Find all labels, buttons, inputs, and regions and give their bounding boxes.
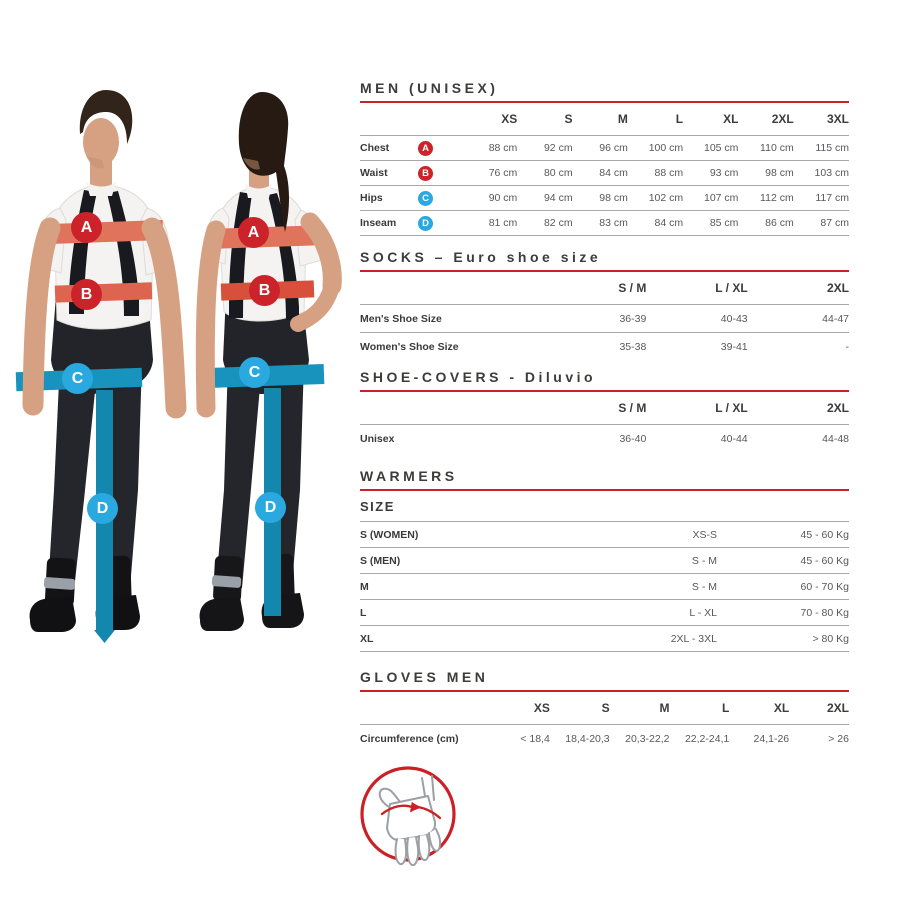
cell-value: 85 cm: [709, 217, 739, 229]
column-header: 2XL: [826, 281, 849, 295]
table-row: [360, 725, 849, 752]
cell-value: 98 cm: [599, 192, 628, 204]
cell-value: 107 cm: [703, 192, 739, 204]
row-label: Chest: [360, 142, 390, 154]
section-title: SOCKS – Euro shoe size: [360, 249, 602, 265]
row-label: Waist: [360, 167, 388, 179]
cell-value: S - M: [691, 580, 717, 593]
cell-value: 80 cm: [543, 167, 573, 179]
column-header: 2XL: [826, 701, 849, 715]
cell-value: 103 cm: [814, 167, 849, 179]
marker-letter: C: [248, 363, 261, 381]
cell-value: 24,1-26: [753, 732, 790, 745]
woman-chest-marker-badge: [238, 217, 269, 248]
row-label: Women's Shoe Size: [360, 340, 459, 353]
section-title: MEN (UNISEX): [360, 80, 499, 96]
cell-value: 88 cm: [488, 142, 518, 154]
cell-value: < 18,4: [520, 732, 550, 745]
cell-value: 94 cm: [543, 192, 573, 204]
cell-value: 90 cm: [488, 192, 518, 204]
cell-value: 93 cm: [709, 167, 739, 179]
woman-hips-marker-badge: [239, 357, 270, 388]
men-unisex-section: [360, 80, 849, 236]
warmers-section: [360, 468, 849, 652]
table-row: [360, 211, 849, 236]
man-inseam-marker-badge: [87, 493, 118, 524]
models-illustration: [0, 60, 345, 660]
section-title: GLOVES MEN: [360, 669, 489, 685]
row-label: Inseam: [360, 217, 397, 229]
row-label: M: [360, 580, 369, 593]
cell-value: > 80 Kg: [812, 632, 849, 645]
cell-value: 22,2-24,1: [684, 732, 730, 745]
cell-value: 45 - 60 Kg: [800, 554, 849, 567]
table-header-row: [360, 392, 849, 425]
table-row: [360, 186, 849, 211]
cell-value: 100 cm: [648, 142, 684, 154]
cell-value: 105 cm: [703, 142, 739, 154]
table-row: [360, 574, 849, 600]
table-row: [360, 548, 849, 574]
cell-value: 81 cm: [488, 217, 518, 229]
cell-value: 88 cm: [654, 167, 684, 179]
waist-marker-badge: B: [418, 166, 433, 181]
table-header-row: [360, 272, 849, 305]
cell-value: 70 - 80 Kg: [800, 606, 849, 619]
cell-value: S - M: [691, 554, 717, 567]
gloves-section: [360, 669, 849, 752]
cell-value: > 26: [828, 732, 849, 745]
row-label: Unisex: [360, 432, 395, 445]
cell-value: 83 cm: [599, 217, 628, 229]
cell-value: 76 cm: [488, 167, 518, 179]
cell-value: 36-40: [619, 432, 647, 445]
cell-value: 40-44: [720, 432, 748, 445]
cell-value: 20,3-22,2: [625, 732, 670, 745]
row-label: Hips: [360, 192, 383, 204]
cell-value: 18,4-20,3: [565, 732, 610, 745]
shoe-covers-section: [360, 369, 849, 452]
marker-letter: B: [258, 281, 271, 299]
row-label: Circumference (cm): [360, 732, 459, 745]
cell-value: 112 cm: [760, 192, 794, 204]
table-row: [360, 161, 849, 186]
column-header: M: [617, 112, 628, 126]
cell-value: 35-38: [619, 340, 647, 353]
cell-value: 44-48: [822, 432, 849, 445]
table-row: [360, 136, 849, 161]
cell-value: 87 cm: [820, 217, 849, 229]
column-header: L: [675, 112, 684, 126]
ankle-cuff: [212, 575, 242, 588]
cell-value: 102 cm: [648, 192, 684, 204]
marker-letter: D: [264, 498, 277, 516]
column-header: S / M: [618, 401, 647, 415]
column-header: S: [601, 701, 610, 715]
table-row: [360, 626, 849, 652]
cell-value: 45 - 60 Kg: [800, 528, 849, 541]
marker-letter: D: [96, 499, 109, 517]
cell-value: 84 cm: [654, 217, 684, 229]
table-row: [360, 305, 849, 333]
size-subheading: SIZE: [360, 491, 849, 522]
cell-value: L - XL: [689, 606, 717, 619]
cell-value: -: [845, 340, 849, 353]
row-label: Men's Shoe Size: [360, 312, 442, 325]
table-header-row: [360, 692, 849, 725]
cell-value: 84 cm: [599, 167, 628, 179]
cell-value: 36-39: [619, 312, 647, 325]
column-header: 2XL: [826, 401, 849, 415]
cell-value: 44-47: [822, 312, 849, 325]
socks-section: [360, 249, 849, 360]
column-header: M: [659, 701, 670, 715]
cell-value: 98 cm: [765, 167, 794, 179]
marker-letter: A: [80, 218, 93, 236]
woman-inseam-marker-badge: [255, 492, 286, 523]
cell-value: 92 cm: [543, 142, 573, 154]
column-header: 3XL: [826, 112, 849, 126]
marker-letter: C: [71, 369, 84, 387]
table-row: [360, 522, 849, 548]
section-title: SHOE-COVERS - Diluvio: [360, 369, 597, 385]
cell-value: XS-S: [692, 528, 717, 541]
table-header-row: [360, 103, 849, 136]
row-label: S (WOMEN): [360, 528, 419, 541]
cell-value: 82 cm: [543, 217, 573, 229]
inseam-marker-badge: D: [418, 216, 433, 231]
section-title: WARMERS: [360, 468, 458, 484]
table-row: [360, 425, 849, 452]
man-hips-marker-badge: [62, 363, 93, 394]
column-header: XS: [501, 112, 518, 126]
table-row: [360, 333, 849, 360]
column-header: S / M: [618, 281, 647, 295]
chest-marker-badge: A: [418, 141, 433, 156]
man-waist-marker-badge: [71, 279, 102, 310]
hips-marker-badge: C: [418, 191, 433, 206]
column-header: S: [564, 112, 573, 126]
marker-letter: B: [80, 285, 93, 303]
cell-value: 117 cm: [815, 192, 849, 204]
marker-letter: A: [247, 223, 260, 241]
glove-circumference-icon: [352, 762, 464, 874]
cell-value: 110 cm: [760, 142, 794, 154]
cell-value: 96 cm: [599, 142, 628, 154]
cell-value: 2XL - 3XL: [670, 632, 717, 645]
row-label: XL: [360, 632, 374, 645]
waist-band: [55, 282, 153, 302]
cell-value: 86 cm: [765, 217, 794, 229]
woman-waist-marker-badge: [249, 275, 280, 306]
cell-value: 60 - 70 Kg: [800, 580, 849, 593]
column-header: XL: [773, 701, 790, 715]
column-header: L: [721, 701, 730, 715]
column-header: L / XL: [715, 401, 748, 415]
cell-value: 39-41: [720, 340, 748, 353]
table-row: [360, 600, 849, 626]
column-header: L / XL: [715, 281, 748, 295]
column-header: XS: [533, 701, 550, 715]
male-model-illustration: [16, 90, 176, 643]
man-chest-marker-badge: [71, 212, 102, 243]
cell-value: 115 cm: [815, 142, 849, 154]
ankle-cuff: [44, 577, 76, 590]
row-label: S (MEN): [360, 554, 401, 567]
row-label: L: [360, 606, 367, 619]
cell-value: 40-43: [720, 312, 748, 325]
column-header: 2XL: [771, 112, 794, 126]
column-header: XL: [723, 112, 739, 126]
